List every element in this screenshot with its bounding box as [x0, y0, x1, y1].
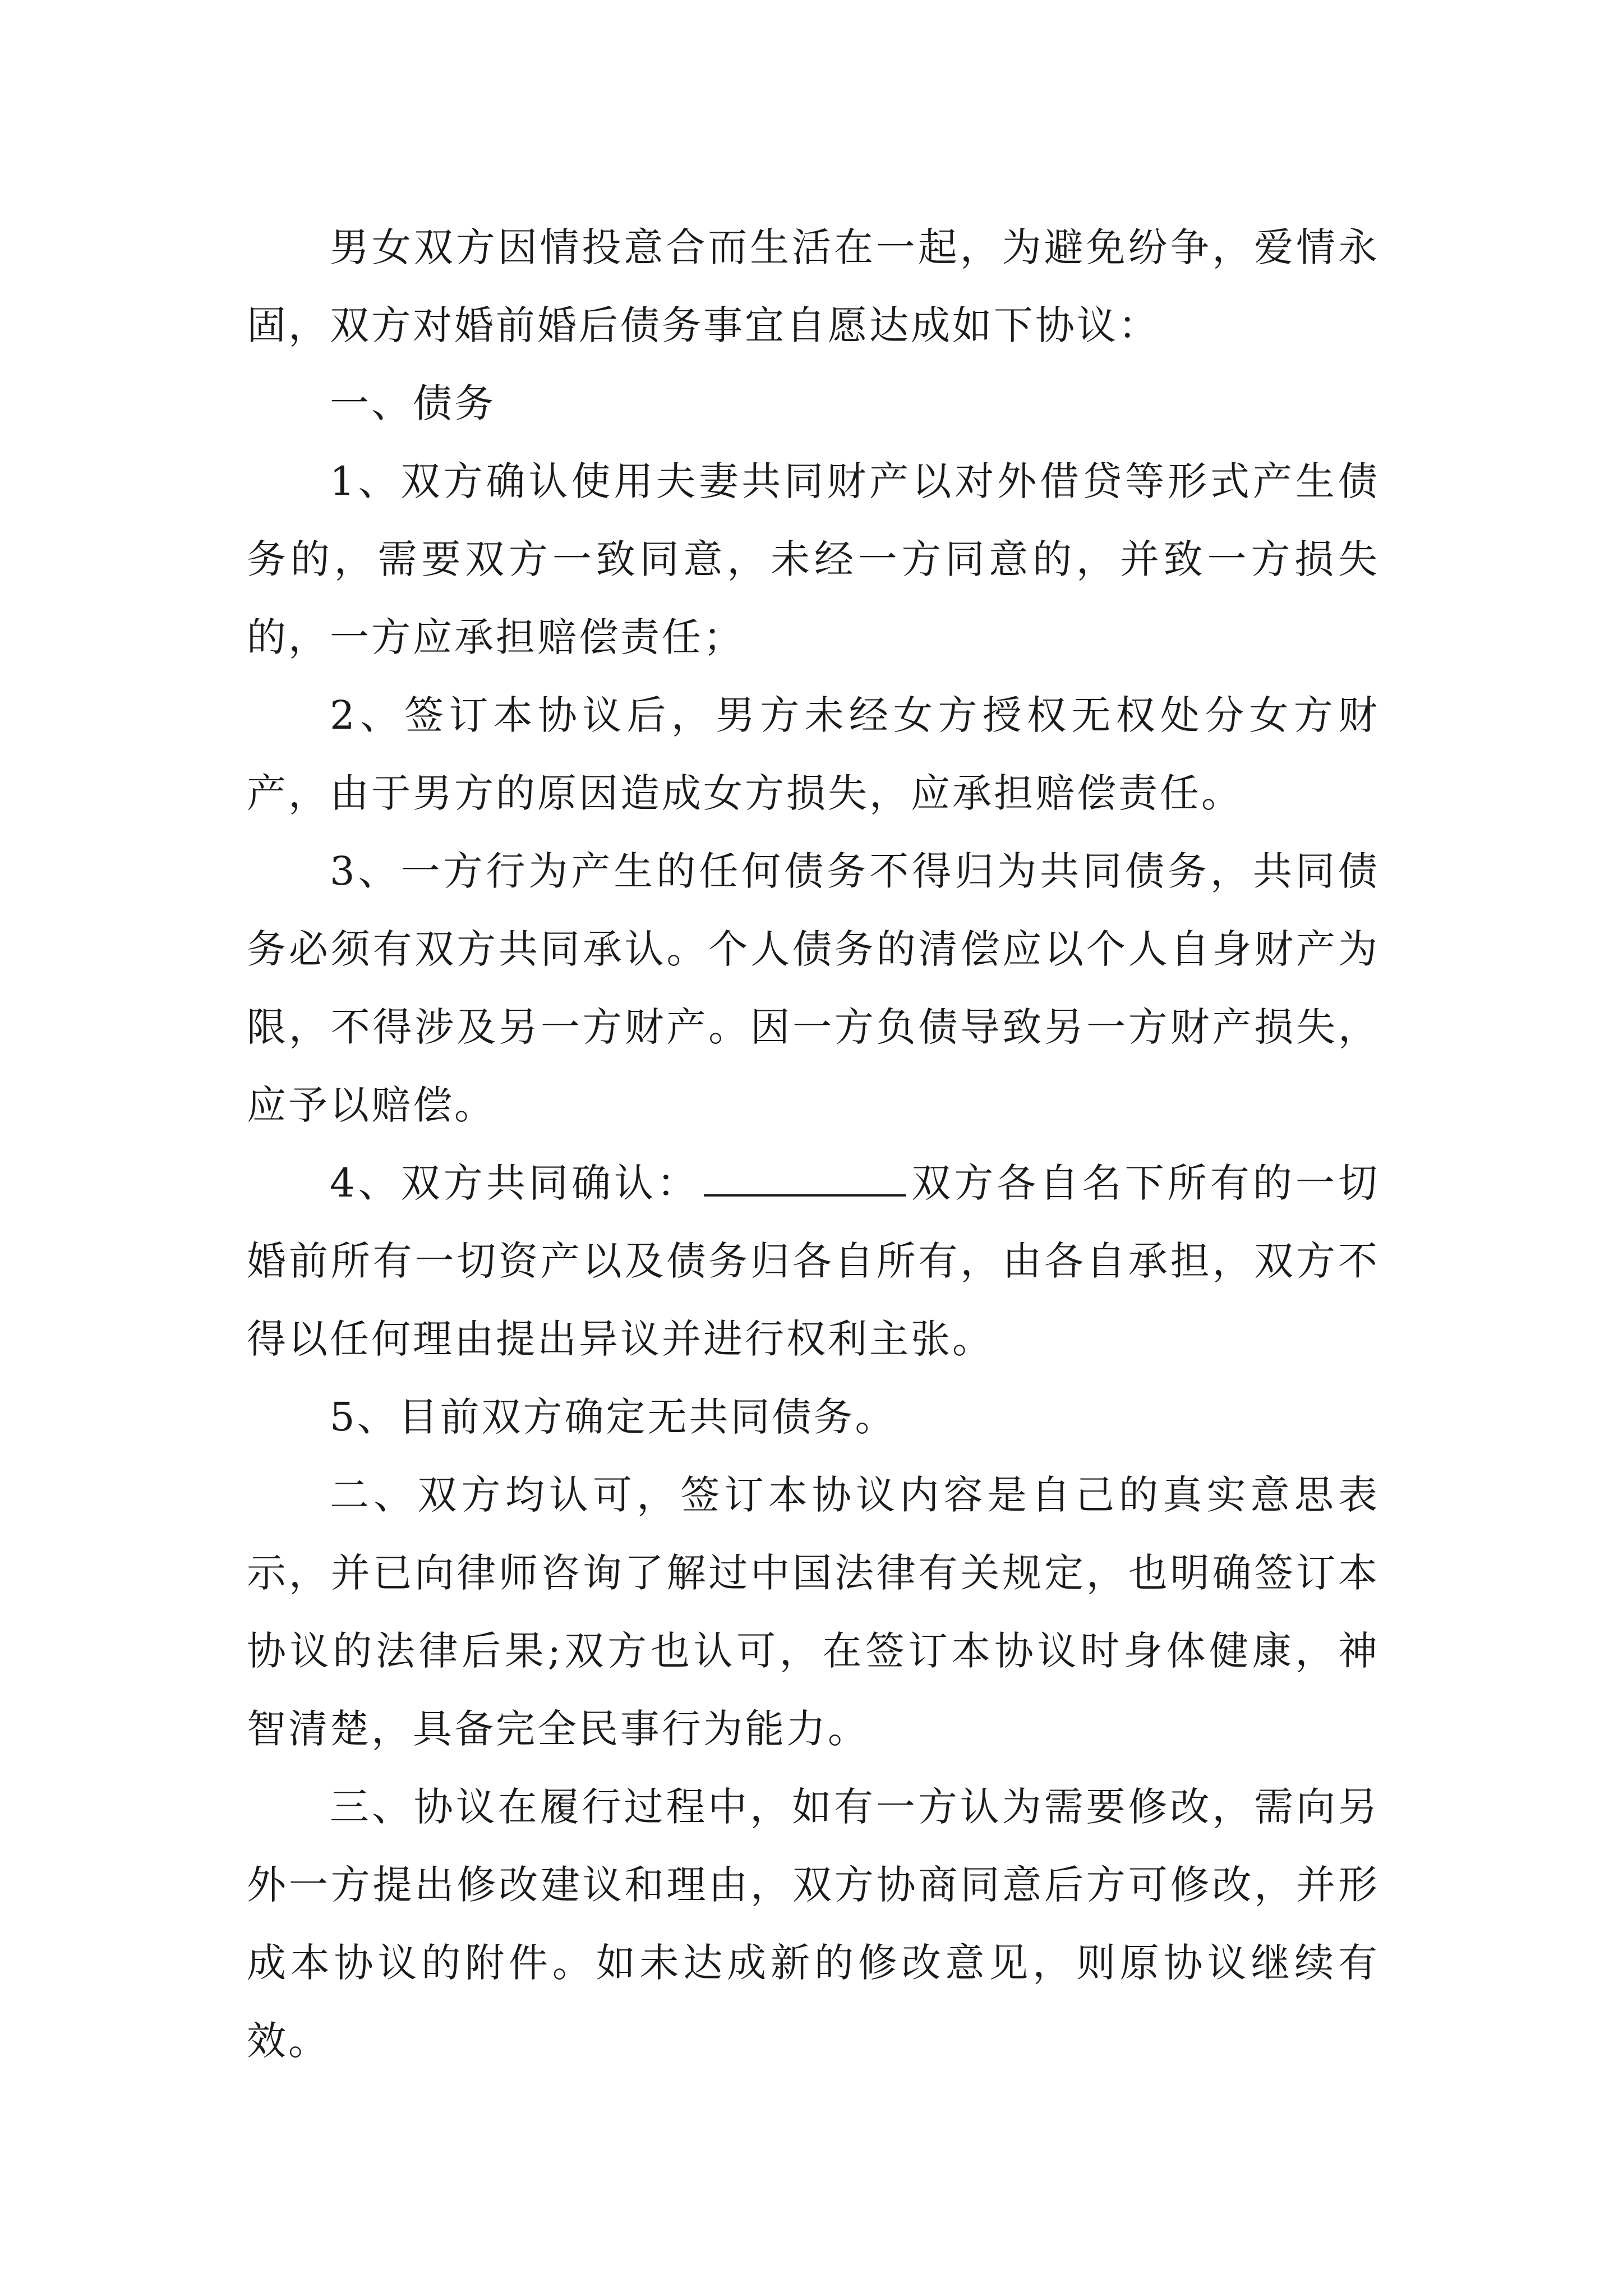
document-body: [247, 209, 1380, 2080]
clause-3: 3、一方行为产生的任何债务不得归为共同债务，共同债务必须有双方共同承认。个人债务的清偿应以个人自身财产为限，不得涉及另一方财产。因一方负债导致另一方财产损失，应予以赔偿。: [247, 848, 1380, 1128]
fill-in-blank[interactable]: [704, 1163, 906, 1197]
clause-4: [247, 1144, 1380, 1378]
clause-1: 1、双方确认使用夫妻共同财产以对外借贷等形式产生债务的，需要双方一致同意，未经一方同意的，并致一方损失的，一方应承担赔偿责任；: [247, 458, 1380, 660]
section-two: 二、双方均认可，签订本协议内容是自己的真实意思表示，并已向律师咨询了解过中国法律有关规定，也明确签订本协议的法律后果;双方也认可，在签订本协议时身体健康，神智清楚，具备完全民事行为能力。: [247, 1472, 1380, 1752]
clause-5: 5、目前双方确定无共同债务。: [330, 1394, 897, 1440]
section-three: 三、协议在履行过程中，如有一方认为需要修改，需向另外一方提出修改建议和理由，双方协商同意后方可修改，并形成本协议的附件。如未达成新的修改意见，则原协议继续有效。: [247, 1784, 1380, 2064]
clause-2: 2、签订本协议后，男方未经女方授权无权处分女方财产，由于男方的原因造成女方损失，应承担赔偿责任。: [247, 692, 1380, 816]
clause-4-lead: 4、双方共同确认：: [330, 1160, 700, 1206]
section-heading-debts: 一、债务: [330, 380, 496, 426]
paragraph-preamble: 男女双方因情投意合而生活在一起，为避免纷争，爱情永固，双方对婚前婚后债务事宜自愿达成如下协议：: [247, 224, 1380, 348]
clause-4-rest: 双方各自名下所有的一切婚前所有一切资产以及债务归各自所有，由各自承担，双方不得以任何理由提出异议并进行权利主张。: [247, 1160, 1380, 1362]
